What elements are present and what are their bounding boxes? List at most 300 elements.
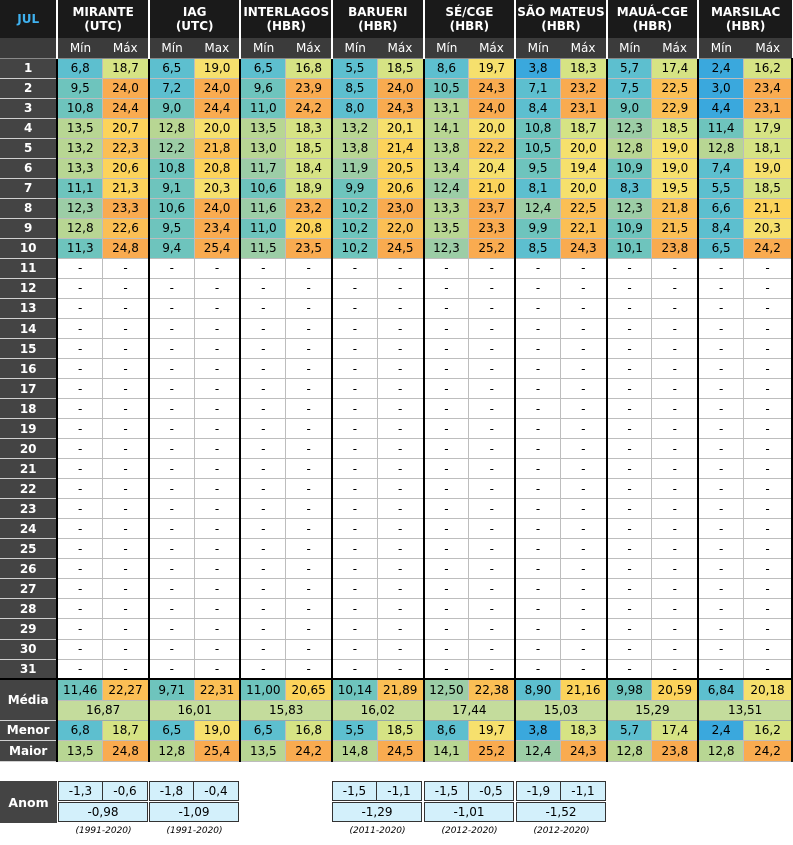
day-label: 25 [0,539,57,559]
empty-cell: - [194,539,240,559]
media-cell: 20,59 [652,679,698,700]
empty-cell: - [286,319,332,339]
temp-cell: 13,4 [424,158,469,178]
temp-cell: 4,4 [698,98,743,118]
temp-cell: 12,8 [698,138,743,158]
temp-cell: 18,5 [652,118,698,138]
temp-cell: 6,6 [698,198,743,218]
empty-cell: - [240,559,285,579]
empty-cell: - [286,519,332,539]
media-cell: 6,84 [698,679,743,700]
temp-cell: 6,5 [698,238,743,258]
empty-cell: - [560,379,606,399]
empty-cell: - [194,619,240,639]
anom-max-cell: -1,1 [376,781,422,801]
temp-cell: 6,8 [57,58,102,78]
menor-cell: 2,4 [698,720,743,740]
empty-cell: - [240,619,285,639]
anom-max-cell: -0,6 [102,781,148,801]
empty-cell: - [57,439,102,459]
empty-cell: - [377,298,423,318]
temp-cell: 24,3 [377,98,423,118]
empty-cell: - [744,399,792,419]
temp-cell: 18,3 [286,118,332,138]
temp-cell: 9,0 [607,98,652,118]
temp-cell: 14,1 [424,118,469,138]
min-col-header: Mín [332,38,377,58]
empty-cell: - [377,459,423,479]
empty-cell: - [240,379,285,399]
temp-cell: 20,0 [469,118,515,138]
empty-cell: - [515,339,560,359]
day-label: 16 [0,359,57,379]
max-col-header: Máx [469,38,515,58]
temp-cell: 24,0 [103,78,149,98]
maior-cell: 14,8 [332,740,377,761]
station-header [332,0,424,38]
media-total-cell: 15,03 [515,700,607,720]
temp-cell: 11,0 [240,98,285,118]
empty-cell: - [240,319,285,339]
empty-cell: - [103,399,149,419]
anom-min-cell: -1,8 [149,781,194,801]
menor-cell: 6,5 [149,720,194,740]
media-total-cell: 13,51 [698,700,792,720]
empty-cell: - [240,499,285,519]
temp-cell: 20,0 [560,178,606,198]
empty-cell: - [103,559,149,579]
empty-cell: - [515,399,560,419]
media-cell: 10,14 [332,679,377,700]
day-label: 4 [0,118,57,138]
empty-cell: - [286,559,332,579]
empty-cell: - [332,619,377,639]
empty-cell: - [194,519,240,539]
temp-cell: 10,8 [515,118,560,138]
empty-cell: - [469,639,515,659]
temp-cell: 19,4 [560,158,606,178]
station-timezone: (HBR) [541,19,581,34]
temp-cell: 6,5 [149,58,194,78]
empty-cell: - [194,319,240,339]
empty-cell: - [607,659,652,679]
min-col-header: Mín [515,38,560,58]
empty-cell: - [103,319,149,339]
empty-cell: - [560,659,606,679]
temp-cell: 21,3 [103,178,149,198]
empty-cell: - [469,258,515,278]
empty-cell: - [560,319,606,339]
empty-cell: - [424,559,469,579]
empty-cell: - [194,419,240,439]
temp-cell: 9,5 [57,78,102,98]
temp-cell: 3,0 [698,78,743,98]
empty-cell: - [469,319,515,339]
empty-cell: - [560,539,606,559]
menor-cell: 18,5 [377,720,423,740]
station-header [698,0,792,38]
empty-cell: - [57,399,102,419]
empty-cell: - [377,539,423,559]
temp-cell: 23,2 [286,198,332,218]
temp-cell: 8,1 [515,178,560,198]
empty-cell: - [607,639,652,659]
temp-cell: 18,9 [286,178,332,198]
temp-cell: 11,4 [698,118,743,138]
empty-cell: - [744,339,792,359]
anom-period: (2011-2020) [349,826,406,836]
temp-cell: 22,3 [103,138,149,158]
anom-min-cell: -1,5 [424,781,469,801]
empty-cell: - [698,379,743,399]
empty-cell: - [149,379,194,399]
empty-cell: - [698,659,743,679]
temp-cell: 10,1 [607,238,652,258]
max-col-header: Máx [652,38,698,58]
empty-cell: - [57,459,102,479]
menor-cell: 3,8 [515,720,560,740]
empty-cell: - [194,499,240,519]
empty-cell: - [469,619,515,639]
empty-cell: - [469,599,515,619]
empty-cell: - [194,379,240,399]
maior-cell: 24,2 [744,740,792,761]
menor-cell: 16,8 [286,720,332,740]
empty-cell: - [515,319,560,339]
temp-cell: 23,3 [469,218,515,238]
empty-cell: - [744,559,792,579]
menor-label: Menor [0,720,57,740]
day-label: 14 [0,319,57,339]
temp-cell: 12,3 [424,238,469,258]
empty-cell: - [607,559,652,579]
empty-cell: - [698,298,743,318]
empty-cell: - [57,419,102,439]
temp-cell: 23,1 [560,98,606,118]
empty-cell: - [652,379,698,399]
day-label: 17 [0,379,57,399]
temp-cell: 18,7 [560,118,606,138]
empty-cell: - [286,258,332,278]
anom-total-cell: -1,29 [332,802,422,822]
temp-cell: 24,4 [103,98,149,118]
anom-period: (2012-2020) [533,826,590,836]
empty-cell: - [515,619,560,639]
temp-cell: 9,5 [149,218,194,238]
day-label: 21 [0,459,57,479]
empty-cell: - [469,459,515,479]
station-name: SÉ/CGE [445,5,494,20]
empty-cell: - [424,659,469,679]
empty-cell: - [652,399,698,419]
temp-cell: 10,9 [607,218,652,238]
temp-cell: 8,4 [515,98,560,118]
temp-cell: 11,5 [240,238,285,258]
day-label: 18 [0,399,57,419]
station-name: MAUÁ-CGE [616,5,689,20]
media-cell: 20,65 [286,679,332,700]
empty-cell: - [698,499,743,519]
empty-cell: - [469,659,515,679]
empty-cell: - [560,359,606,379]
empty-cell: - [332,439,377,459]
empty-cell: - [469,399,515,419]
empty-cell: - [515,459,560,479]
temp-cell: 12,8 [607,138,652,158]
temp-cell: 23,2 [560,78,606,98]
temp-cell: 24,0 [377,78,423,98]
temp-cell: 24,0 [469,98,515,118]
empty-cell: - [607,439,652,459]
empty-cell: - [194,399,240,419]
empty-cell: - [103,659,149,679]
temp-cell: 23,4 [744,78,792,98]
empty-cell: - [332,298,377,318]
temp-cell: 23,9 [286,78,332,98]
temp-cell: 19,5 [652,178,698,198]
empty-cell: - [560,559,606,579]
temp-cell: 19,0 [652,138,698,158]
temp-cell: 7,5 [607,78,652,98]
temp-cell: 5,5 [698,178,743,198]
empty-cell: - [377,519,423,539]
empty-cell: - [469,379,515,399]
media-total-cell: 16,01 [149,700,241,720]
menor-cell: 5,5 [332,720,377,740]
temp-cell: 8,5 [515,238,560,258]
empty-cell: - [332,399,377,419]
empty-cell: - [57,379,102,399]
empty-cell: - [698,599,743,619]
empty-cell: - [424,499,469,519]
empty-cell: - [194,559,240,579]
empty-cell: - [57,559,102,579]
temp-cell: 11,7 [240,158,285,178]
empty-cell: - [194,258,240,278]
max-col-header: Máx [744,38,792,58]
empty-cell: - [332,499,377,519]
empty-cell: - [560,278,606,298]
temp-cell: 20,6 [377,178,423,198]
day-label: 24 [0,519,57,539]
temp-cell: 13,2 [332,118,377,138]
temp-cell: 20,8 [286,218,332,238]
temp-cell: 13,0 [240,138,285,158]
temp-cell: 22,5 [560,198,606,218]
media-total-cell: 17,44 [424,700,516,720]
empty-cell: - [698,479,743,499]
empty-cell: - [332,479,377,499]
temp-cell: 9,6 [240,78,285,98]
temp-cell: 5,7 [607,58,652,78]
empty-cell: - [515,639,560,659]
empty-cell: - [698,459,743,479]
day-label: 2 [0,78,57,98]
empty-cell: - [515,258,560,278]
empty-cell: - [424,319,469,339]
media-total-cell: 16,02 [332,700,424,720]
day-label: 6 [0,158,57,178]
empty-cell: - [286,599,332,619]
empty-cell: - [424,599,469,619]
empty-cell: - [149,639,194,659]
empty-cell: - [286,659,332,679]
empty-cell: - [377,419,423,439]
min-col-header: Mín [149,38,194,58]
media-label: Média [0,679,57,720]
station-name: MARSILAC [710,5,781,20]
empty-cell: - [560,499,606,519]
temp-cell: 21,8 [652,198,698,218]
empty-cell: - [515,419,560,439]
anomaly-section [0,781,793,841]
empty-cell: - [515,439,560,459]
temp-cell: 10,5 [424,78,469,98]
temp-cell: 13,2 [57,138,102,158]
temp-cell: 20,0 [560,138,606,158]
empty-cell: - [698,278,743,298]
empty-cell: - [744,519,792,539]
empty-cell: - [424,439,469,459]
station-timezone: (HBR) [449,19,490,34]
empty-cell: - [515,278,560,298]
empty-cell: - [332,519,377,539]
empty-cell: - [240,278,285,298]
day-label: 3 [0,98,57,118]
temp-cell: 13,5 [240,118,285,138]
empty-cell: - [240,439,285,459]
empty-cell: - [607,339,652,359]
empty-cell: - [607,599,652,619]
temp-cell: 23,5 [286,238,332,258]
empty-cell: - [652,439,698,459]
min-col-header: Mín [424,38,469,58]
empty-cell: - [240,579,285,599]
empty-cell: - [149,359,194,379]
temp-cell: 24,3 [469,78,515,98]
menor-cell: 19,0 [194,720,240,740]
empty-cell: - [424,639,469,659]
anom-group [332,781,423,836]
temp-cell: 24,0 [194,78,240,98]
maior-cell: 24,5 [377,740,423,761]
empty-cell: - [286,439,332,459]
maior-cell: 12,4 [515,740,560,761]
station-header [515,0,607,38]
empty-cell: - [332,459,377,479]
empty-cell: - [286,619,332,639]
temp-cell: 9,4 [149,238,194,258]
empty-cell: - [652,359,698,379]
empty-cell: - [332,278,377,298]
day-label: 28 [0,599,57,619]
empty-cell: - [698,619,743,639]
corner-cell [0,38,57,58]
menor-cell: 18,7 [103,720,149,740]
empty-cell: - [194,278,240,298]
empty-cell: - [149,419,194,439]
empty-cell: - [744,319,792,339]
temp-cell: 22,9 [652,98,698,118]
temp-cell: 13,5 [57,118,102,138]
day-label: 23 [0,499,57,519]
empty-cell: - [149,479,194,499]
empty-cell: - [377,258,423,278]
temp-cell: 21,5 [652,218,698,238]
empty-cell: - [560,439,606,459]
empty-cell: - [377,479,423,499]
empty-cell: - [652,599,698,619]
empty-cell: - [652,539,698,559]
temp-cell: 10,6 [240,178,285,198]
temp-cell: 21,0 [469,178,515,198]
empty-cell: - [424,619,469,639]
empty-cell: - [103,479,149,499]
empty-cell: - [57,659,102,679]
empty-cell: - [149,258,194,278]
empty-cell: - [424,419,469,439]
temp-cell: 10,6 [149,198,194,218]
empty-cell: - [149,298,194,318]
temp-cell: 24,8 [103,238,149,258]
temp-cell: 13,3 [424,198,469,218]
min-col-header: Mín [698,38,743,58]
empty-cell: - [698,519,743,539]
temp-cell: 7,2 [149,78,194,98]
empty-cell: - [560,258,606,278]
day-label: 22 [0,479,57,499]
anom-group [516,781,607,836]
temp-cell: 20,1 [377,118,423,138]
day-label: 15 [0,339,57,359]
empty-cell: - [515,579,560,599]
empty-cell: - [57,499,102,519]
empty-cell: - [424,379,469,399]
empty-cell: - [469,439,515,459]
empty-cell: - [744,579,792,599]
empty-cell: - [652,298,698,318]
empty-cell: - [560,339,606,359]
empty-cell: - [57,639,102,659]
empty-cell: - [377,319,423,339]
empty-cell: - [286,639,332,659]
empty-cell: - [515,499,560,519]
empty-cell: - [515,359,560,379]
empty-cell: - [744,439,792,459]
temp-cell: 9,9 [515,218,560,238]
empty-cell: - [103,359,149,379]
max-col-header: Máx [286,38,332,58]
empty-cell: - [744,659,792,679]
empty-cell: - [149,599,194,619]
temp-cell: 7,4 [698,158,743,178]
day-label: 11 [0,258,57,278]
empty-cell: - [149,399,194,419]
temp-cell: 12,8 [149,118,194,138]
empty-cell: - [607,399,652,419]
empty-cell: - [607,459,652,479]
min-col-header: Mín [57,38,102,58]
empty-cell: - [240,298,285,318]
empty-cell: - [469,298,515,318]
temp-cell: 12,3 [607,198,652,218]
station-name: IAG [182,5,207,20]
min-col-header: Mín [607,38,652,58]
temp-cell: 10,2 [332,198,377,218]
empty-cell: - [103,258,149,278]
empty-cell: - [57,319,102,339]
empty-cell: - [652,499,698,519]
